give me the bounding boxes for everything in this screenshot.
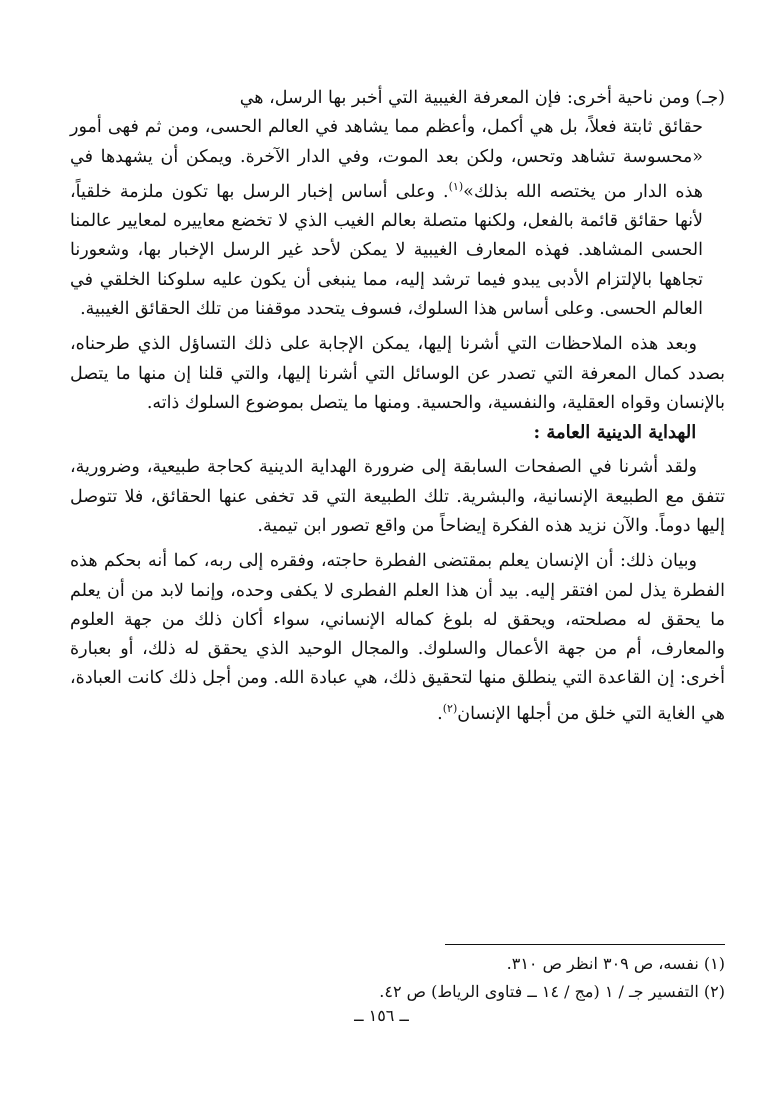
footnotes (70, 950, 725, 1006)
paragraph-3: ولقد أشرنا في الصفحات السابقة إلى ضرورة الهداية الدينية كحاجة طبيعية، وضرورية، تتفق مع الطبيعة الإنسانية، والبشرية. تلك الطبيعة التي قد تخفى عنها الحقائق، فلا تتوصل إليها دوماً. والآن نزيد هذه الفكرة إيضاحاً من واقع تصور ابن تيمية. (70, 457, 725, 536)
section-heading: الهداية الدينية العامة : (533, 422, 697, 444)
page-number: ــ ١٥٦ ــ (354, 1006, 409, 1025)
paragraph-4 (70, 547, 725, 729)
paragraph-1-lead: (جـ) ومن ناحية أخرى: فإن المعرفة الغيبية التي أخبر بها الرسل، هي (239, 88, 725, 108)
paragraph-1-text: حقائق ثابتة فعلاً، بل هي أكمل، وأعظم مما يشاهد في العالم الحسى، ومن ثم فهى أمور «محسوسة تشاهد وتحس، ولكن بعد الموت، وفي الدار الآخرة. ويمكن أن يشهدها في هذه الدار من يختصه الله بذلك» (70, 117, 703, 202)
footnote-divider (445, 944, 725, 945)
footnote-ref-1: (١) (448, 179, 464, 193)
paragraph-4-text: وبيان ذلك: أن الإنسان يعلم بمقتضى الفطرة حاجته، وفقره إلى ربه، كما أنه بحكم هذه الفطرة يذل لمن افتقر إليه. بيد أن هذا العلم الفطرى لا يكفى وحده، وإنما لابد من أن يعلم ما يحقق له مصلحته، ويحقق له بلوغ كماله الإنساني، سواء أكان ذلك من جهة العلوم والمعارف، أم من جهة الأعمال والسلوك. والمجال الوحيد الذي يحقق له ذلك، أو بعبارة أخرى: إن القاعدة التي ينطلق منها لتحقيق ذلك، هي عبادة الله. ومن أجل ذلك كانت العبادة، هي الغاية التي خلق من أجلها الإنسان (70, 551, 725, 724)
main-text (70, 84, 725, 729)
paragraph-2: وبعد هذه الملاحظات التي أشرنا إليها، يمكن الإجابة على ذلك التساؤل الذي طرحناه، بصدد كمال المعرفة التي تصدر عن الوسائل التي أشرنا إليها، والتي قلنا إن منها ما يتصل بالإنسان وقواه العقلية، والنفسية، والحسية. ومنها ما يتصل بموضوع السلوك ذاته. (70, 334, 725, 413)
footnote-2: (٢) التفسير جـ / ١ (مج / ١٤ ــ فتاوى الرياط) ص ٤٢. (379, 982, 725, 1001)
paragraph-1-body (70, 113, 725, 324)
paragraph-4-text-end: . (437, 703, 443, 724)
footnote-ref-2: (٢) (442, 701, 458, 715)
paragraph-1-text-end: . وعلى أساس إخبار الرسل بها تكون ملزمة خلقياً، لأنها حقائق قائمة بالفعل، ولكنها متصلة بعالم الغيب الذي لا تخضع معاييره لمعايير عالمنا الحسى المشاهد. فهذه المعارف الغيبية لا يمكن لأحد غير الرسل الإخبار بها، وشعورنا تجاهها بالإلتزام الأدبى يبدو فيما ترشد إليه، مما ينبغى أن يكون عليه سلوكنا الخلقي في العالم الحسى. وعلى أساس هذا السلوك، فسوف يتحدد موقفنا من تلك الحقائق الغيبية. (70, 181, 703, 319)
footnote-1: (١) نفسه، ص ٣٠٩ انظر ص ٣١٠. (506, 954, 725, 973)
